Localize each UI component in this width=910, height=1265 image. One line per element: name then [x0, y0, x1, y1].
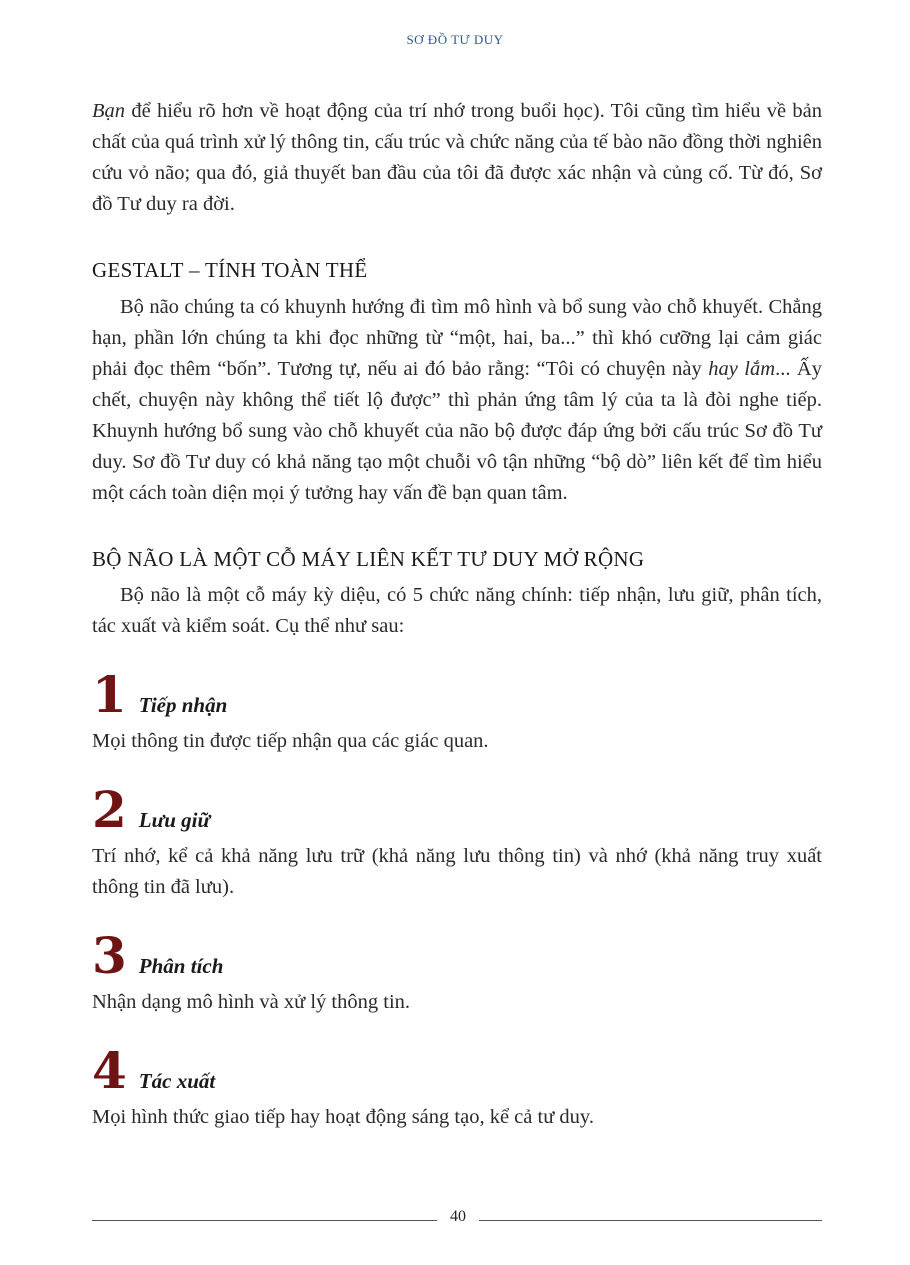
section-heading-brain: BỘ NÃO LÀ MỘT CỖ MÁY LIÊN KẾT TƯ DUY MỞ RỘNG — [92, 547, 645, 571]
footer-rule-left — [92, 1220, 437, 1221]
function-number: 4 — [92, 1041, 127, 1100]
function-title: Phân tích — [138, 954, 224, 978]
intro-text: để hiểu rõ hơn về hoạt động của trí nhớ trong buổi học). Tôi cũng tìm hiểu về bản chất của quá trình xử lý thông tin, cấu trúc và chức năng của tế bào não đồng thời nghiên cứu vỏ não; qua đó, giả thuyết ban đầu của tôi đã được xác nhận và củng cố. Từ đó, Sơ đồ Tư duy ra đời. — [92, 100, 822, 215]
gestalt-italic-phrase: hay lắm — [708, 358, 776, 380]
function-heading — [92, 780, 822, 839]
section-heading-gestalt: GESTALT – TÍNH TOÀN THỂ — [92, 258, 368, 282]
function-title: Lưu giữ — [138, 808, 211, 832]
intro-paragraph — [92, 96, 822, 220]
function-heading — [92, 1041, 822, 1100]
function-heading — [92, 665, 822, 724]
page-footer — [92, 1208, 822, 1228]
function-description: Mọi hình thức giao tiếp hay hoạt động sáng tạo, kể cả tư duy. — [92, 1106, 594, 1128]
gestalt-text-part-1: Bộ não chúng ta có khuynh hướng đi tìm mô hình và bổ sung vào chỗ khuyết. Chẳng hạn, phần lớn chúng ta khi đọc những từ “một, hai, ba...” thì khó cưỡng lại cảm giác phải đọc thêm “bốn”. Tương tự, nếu ai đó bảo rằng: “Tôi có chuyện này — [92, 296, 822, 380]
function-number: 1 — [92, 665, 127, 724]
brain-paragraph: Bộ não là một cỗ máy kỳ diệu, có 5 chức năng chính: tiếp nhận, lưu giữ, phân tích, tác xuất và kiểm soát. Cụ thể như sau: — [92, 584, 822, 637]
footer-rule-right — [479, 1220, 822, 1221]
running-header: SƠ ĐỒ TƯ DUY — [406, 32, 504, 47]
function-title: Tiếp nhận — [138, 693, 228, 717]
function-title: Tác xuất — [138, 1069, 216, 1093]
intro-italic-word: Bạn — [92, 100, 126, 122]
function-number: 3 — [92, 926, 127, 985]
function-number: 2 — [92, 780, 127, 839]
function-heading — [92, 926, 822, 985]
page-number: 40 — [450, 1208, 466, 1225]
function-item — [92, 926, 822, 1018]
function-description: Mọi thông tin được tiếp nhận qua các giác quan. — [92, 730, 489, 752]
gestalt-paragraph — [92, 292, 822, 509]
function-description: Nhận dạng mô hình và xử lý thông tin. — [92, 991, 411, 1013]
page-content — [92, 96, 822, 1133]
gestalt-text-part-2: ... Ấy chết, chuyện này không thể tiết lộ được” thì phản ứng tâm lý của ta là đòi nghe tiếp. Khuynh hướng bổ sung vào chỗ khuyết của não bộ được đáp ứng bởi cấu trúc Sơ đồ Tư duy. Sơ đồ Tư duy có khả năng tạo một chuỗi vô tận những “bộ dò” liên kết để tìm hiểu một cách toàn diện mọi ý tưởng hay vấn đề bạn quan tâm. — [92, 358, 822, 504]
function-item — [92, 665, 822, 757]
function-description: Trí nhớ, kể cả khả năng lưu trữ (khả năng lưu thông tin) và nhớ (khả năng truy xuất thông tin đã lưu). — [92, 845, 822, 898]
function-item — [92, 1041, 822, 1133]
function-item — [92, 780, 822, 903]
